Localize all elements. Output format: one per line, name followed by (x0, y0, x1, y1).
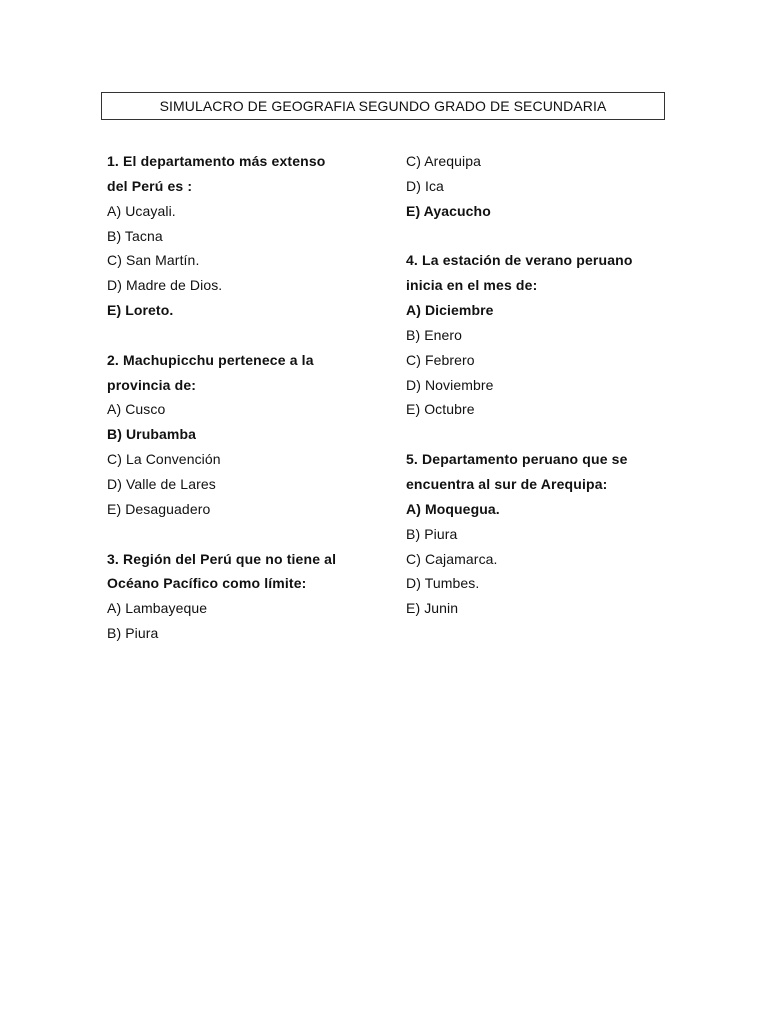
answer-option: B) Piura (406, 525, 458, 542)
question-text: 3. Región del Perú que no tiene al (107, 550, 337, 567)
answer-option: D) Madre de Dios. (107, 277, 223, 294)
right-column (406, 149, 696, 621)
question-text: encuentra al sur de Arequipa: (406, 475, 608, 492)
answer-option: E) Junin (406, 600, 459, 617)
answer-option: A) Lambayeque (107, 600, 208, 617)
answer-option: C) Arequipa (406, 153, 482, 169)
answer-option: E) Desaguadero (107, 500, 211, 517)
answer-option: D) Tumbes. (406, 575, 480, 592)
answer-option: A) Cusco (107, 401, 166, 418)
document-title: SIMULACRO DE GEOGRAFIA SEGUNDO GRADO DE SECUNDARIA (159, 98, 607, 114)
answer-option: D) Valle de Lares (107, 475, 216, 492)
blank-line (406, 224, 696, 249)
answer-option: B) Tacna (107, 227, 163, 244)
question-text: 5. Departamento peruano que se (406, 451, 628, 468)
question-text: del Perú es : (107, 177, 193, 194)
answer-option: B) Enero (406, 326, 463, 343)
answer-option: C) Cajamarca. (406, 550, 498, 567)
answer-option: C) San Martín. (107, 252, 200, 269)
answer-option: D) Noviembre (406, 376, 494, 393)
answer-option: B) Piura (107, 625, 159, 642)
document-title-box (101, 92, 665, 120)
answer-option: C) Febrero (406, 351, 475, 368)
answer-option-correct: B) Urubamba (107, 426, 196, 443)
question-text: 4. La estación de verano peruano (406, 252, 633, 269)
answer-option-correct: E) Ayacucho (406, 202, 491, 219)
question-text: 2. Machupicchu pertenece a la (107, 351, 314, 368)
answer-option-correct: A) Moquegua. (406, 500, 500, 517)
answer-option: A) Ucayali. (107, 202, 176, 219)
question-text: provincia de: (107, 376, 197, 393)
answer-option-correct: E) Loreto. (107, 302, 174, 319)
blank-line (107, 522, 397, 547)
blank-line (107, 323, 397, 348)
answer-option: C) La Convención (107, 451, 221, 468)
question-text: 1. El departamento más extenso (107, 153, 326, 169)
question-text: inicia en el mes de: (406, 277, 538, 294)
question-text: Océano Pacífico como límite: (107, 575, 307, 592)
blank-line (406, 422, 696, 447)
answer-option: D) Ica (406, 177, 444, 194)
left-column (107, 149, 397, 646)
answer-option-correct: A) Diciembre (406, 302, 494, 319)
answer-option: E) Octubre (406, 401, 475, 418)
